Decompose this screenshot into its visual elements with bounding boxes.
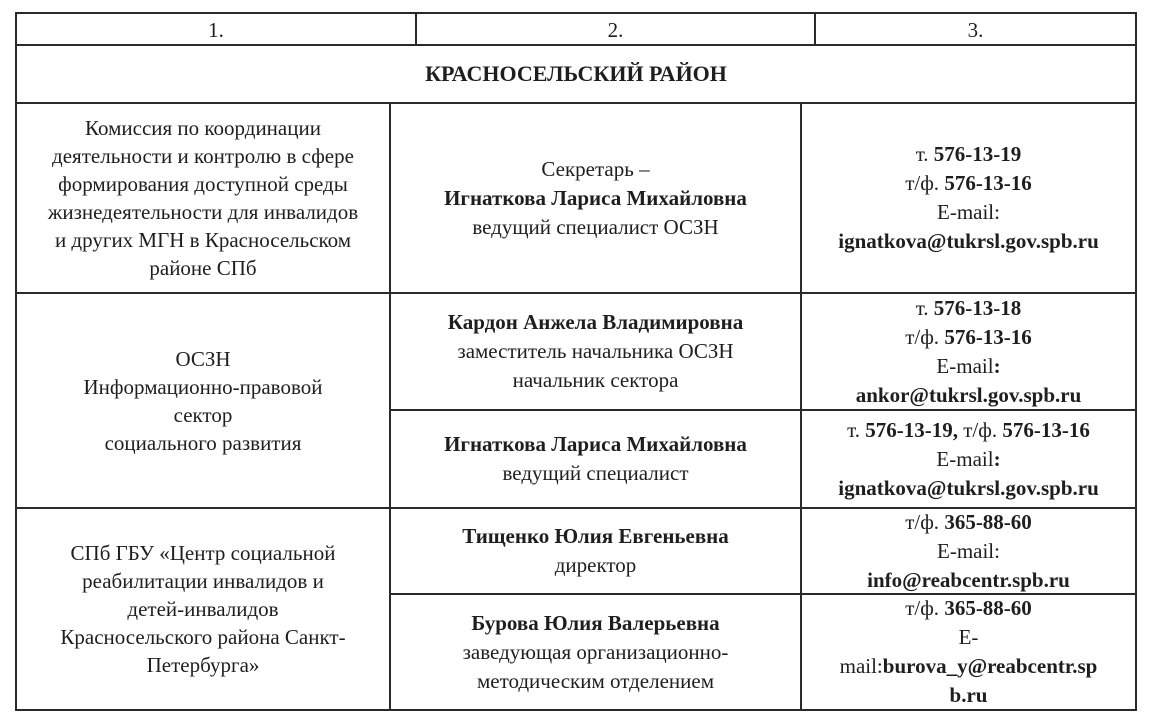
- email-label: E-mail: [936, 446, 994, 471]
- fax-line: [905, 509, 1032, 537]
- fax-prefix: т/ф.: [905, 171, 945, 195]
- person-role: Секретарь –: [541, 156, 650, 181]
- organization-line: детей-инвалидов: [127, 597, 279, 621]
- fax-prefix: т/ф.: [905, 509, 945, 534]
- contact-details-cell: [802, 509, 1135, 593]
- fax-line: [905, 169, 1032, 198]
- organization-line: деятельности и контролю в сфере: [52, 144, 354, 168]
- person-position: методическим отделением: [476, 668, 715, 693]
- contacts-table: [15, 12, 1137, 711]
- phone-prefix: т.: [915, 142, 934, 166]
- email-label: E-mail:: [937, 538, 1000, 563]
- person-name: Игнаткова Лариса Михайловна: [444, 185, 747, 210]
- organization-line: Петербурга»: [146, 653, 260, 677]
- person-position: заместитель начальника ОСЗН: [457, 339, 734, 363]
- phone-prefix: т.: [847, 417, 866, 442]
- person-position: ведущий специалист: [502, 461, 689, 485]
- email-label: E-: [958, 625, 979, 649]
- email-label: E-mail: [936, 353, 994, 378]
- organization-line: социального развития: [104, 430, 302, 455]
- email-address: ankor@tukrsl.gov.spb.ru: [855, 382, 1082, 407]
- column-number-1: 1.: [208, 17, 224, 42]
- contact-details-cell: [802, 411, 1135, 507]
- organization-cell: [17, 294, 389, 507]
- contact-details-cell: [802, 104, 1135, 292]
- organization-line: сектор: [173, 402, 233, 427]
- email-colon: :: [993, 446, 1001, 471]
- organization-line: Комиссия по координации: [85, 116, 321, 140]
- organization-line: Информационно-правовой: [83, 374, 323, 399]
- organization-line: формирования доступной среды: [58, 172, 348, 196]
- email-label: mail:: [839, 654, 883, 678]
- phone-line: [916, 140, 1022, 169]
- column-number-2: 2.: [607, 17, 624, 42]
- organization-line: реабилитации инвалидов и: [82, 569, 324, 593]
- contact-person-cell: [391, 411, 800, 507]
- fax-number: 365-88-60: [944, 596, 1032, 620]
- phone-line: [916, 294, 1022, 323]
- person-name: Тищенко Юлия Евгеньевна: [462, 524, 729, 548]
- email-address-continued: b.ru: [949, 683, 988, 707]
- organization-cell: [17, 509, 389, 709]
- organization-line: Красносельского района Санкт-: [60, 625, 346, 649]
- organization-line: районе СПб: [149, 256, 257, 280]
- email-address: info@reabcentr.spb.ru: [867, 567, 1070, 592]
- phone-number: 576-13-19: [933, 142, 1022, 166]
- contact-person-cell: [391, 104, 800, 292]
- fax-line: [905, 323, 1032, 352]
- phone-number: 576-13-19,: [865, 417, 958, 442]
- email-address: ignatkova@tukrsl.gov.spb.ru: [838, 475, 1099, 500]
- person-position: ведущий специалист ОСЗН: [472, 214, 719, 239]
- district-title: КРАСНОСЕЛЬСКИЙ РАЙОН: [425, 61, 727, 86]
- phone-line: [847, 416, 1090, 445]
- contact-person-cell: [391, 509, 800, 593]
- fax-prefix: т/ф.: [957, 417, 1003, 442]
- fax-prefix: т/ф.: [905, 596, 945, 620]
- contact-person-cell: [391, 294, 800, 409]
- person-name: Игнаткова Лариса Михайловна: [444, 432, 747, 456]
- fax-number: 365-88-60: [944, 509, 1032, 534]
- organization-line: ОСЗН: [175, 346, 231, 371]
- contact-details-cell: [802, 294, 1135, 409]
- email-address: ignatkova@tukrsl.gov.spb.ru: [838, 229, 1099, 253]
- person-position: заведующая организационно-: [462, 639, 729, 664]
- person-position: директор: [554, 553, 637, 577]
- organization-line: жизнедеятельности для инвалидов: [47, 200, 359, 224]
- email-colon: :: [993, 353, 1001, 378]
- person-name: Бурова Юлия Валерьевна: [471, 610, 720, 635]
- email-label-line: [936, 445, 1000, 474]
- fax-line: [905, 595, 1032, 623]
- contact-person-cell: [391, 595, 800, 709]
- phone-number: 576-13-18: [933, 295, 1022, 320]
- person-position: начальник сектора: [512, 368, 679, 392]
- organization-line: СПб ГБУ «Центр социальной: [70, 541, 336, 565]
- email-label-line: [936, 352, 1000, 381]
- contact-details-cell: [802, 595, 1135, 709]
- fax-number: 576-13-16: [1002, 417, 1090, 442]
- organization-cell: [17, 104, 389, 292]
- fax-prefix: т/ф.: [905, 324, 945, 349]
- email-line: [840, 652, 1098, 681]
- column-number-3: 3.: [967, 17, 984, 42]
- organization-line: и других МГН в Красносельском: [54, 228, 352, 252]
- email-label: E-mail:: [937, 200, 1000, 224]
- fax-number: 576-13-16: [944, 324, 1032, 349]
- email-address: burova_y@reabcentr.sp: [882, 654, 1098, 678]
- person-name: Кардон Анжела Владимировна: [447, 310, 744, 334]
- fax-number: 576-13-16: [944, 171, 1032, 195]
- phone-prefix: т.: [915, 295, 934, 320]
